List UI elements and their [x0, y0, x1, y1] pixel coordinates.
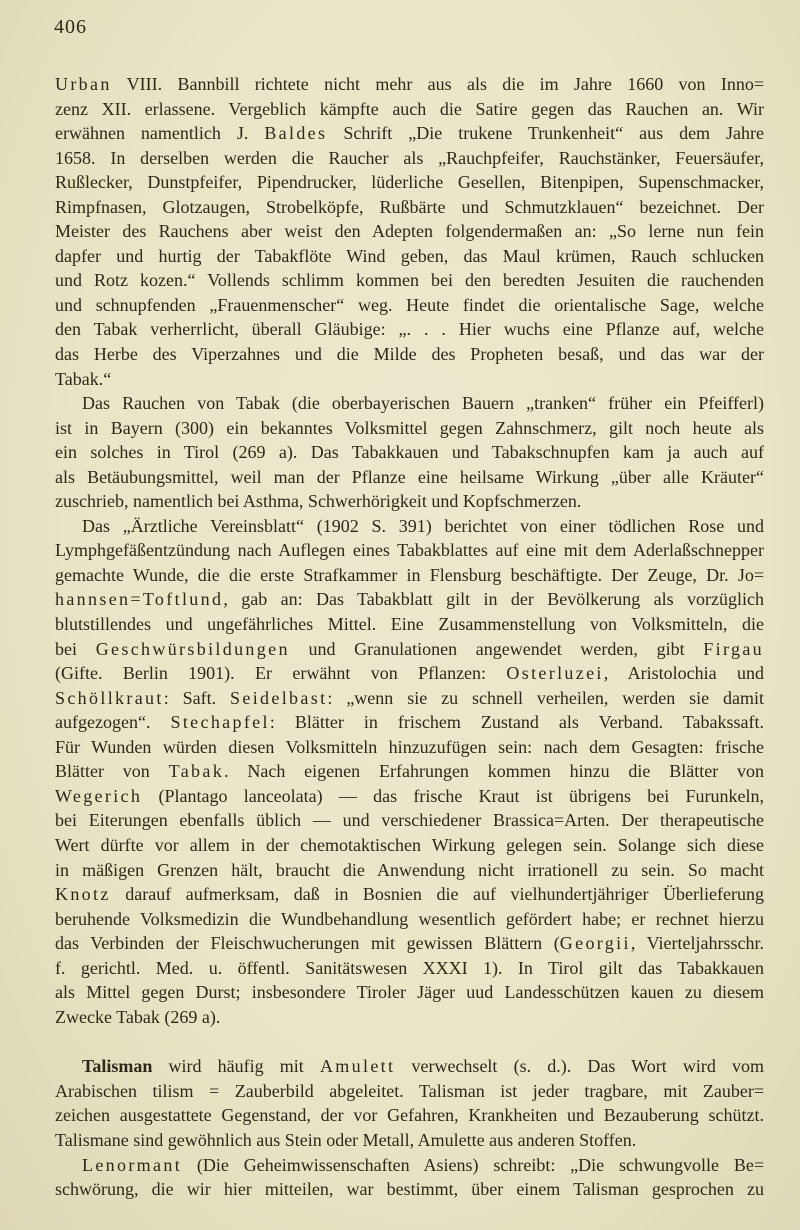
text-segment: beruhende Volksmedizin die Wundbehandlung wesentlich gefördert habe; er rechnet hierzu [55, 908, 764, 929]
text-line [55, 1005, 764, 1030]
text-line [55, 931, 764, 956]
page-number: 406 [54, 16, 87, 38]
text-line [55, 980, 764, 1005]
text-segment: Schrift „Die trukene Trunkenheit“ aus dem Jahre [327, 123, 764, 144]
text-line [55, 293, 764, 318]
text-segment: Wert dürfte vor allem in der chemotaktischen Wirkung gelegen sein. Solange sich diese [55, 834, 764, 855]
text-line [55, 1128, 764, 1153]
text-segment: Schöllkraut [55, 687, 164, 708]
text-line [55, 563, 764, 588]
text-segment: das Verbinden der Fleischwucherungen mit gewissen Blättern ( [55, 933, 560, 954]
text-line [55, 342, 764, 367]
text-line [55, 710, 764, 735]
text-line [55, 514, 764, 539]
paragraph [55, 391, 764, 514]
paragraph [55, 1153, 764, 1202]
text-segment: blutstillendes und ungefährliches Mittel. Eine Zusammenstellung von Volksmitteln, die [55, 614, 764, 635]
text-segment: Amulett [319, 1056, 396, 1077]
text-block [55, 72, 764, 1202]
text-segment: Rußlecker, Dunstpfeifer, Pipendrucker, lüderliche Gesellen, Bitenpipen, Supenschmacker, [55, 172, 764, 193]
text-segment: Firgau [703, 638, 764, 659]
text-segment: : Blätter in frischem Zustand als Verband. Tabakssaft. [269, 712, 764, 733]
paragraph [55, 72, 764, 391]
text-line [55, 661, 764, 686]
text-segment: zuschrieb, namentlich bei Asthma, Schwerhörigkeit und Kopfschmerzen. [55, 491, 582, 512]
text-segment: zeichen ausgestattete Gegenstand, der vor Gefahren, Krankheiten und Bezauberung schützt. [55, 1105, 764, 1126]
text-segment: Das „Ärztliche Vereinsblatt“ (1902 S. 391) berichtet von einer tödlichen Rose und [82, 515, 764, 536]
text-segment: Arabischen tilism = Zauberbild abgeleitet. Talisman ist jeder tragbare, mit Zauber= [55, 1080, 764, 1101]
text-line [55, 686, 764, 711]
text-line [55, 1153, 764, 1178]
text-segment: als Mittel gegen Durst; insbesondere Tiroler Jäger uud Landesschützen kauen zu diesem [55, 982, 764, 1003]
text-line [55, 1177, 764, 1202]
text-segment: zenz XII. erlassene. Vergeblich kämpfte auch die Satire gegen das Rauchen an. Wir [55, 98, 764, 119]
text-segment: Geschwürsbildungen [95, 638, 290, 659]
text-segment: das Herbe des Viperzahnes und die Milde des Propheten besaß, und das war der [55, 344, 764, 365]
text-segment: : Saft. [163, 687, 231, 708]
text-segment: darauf aufmerksam, daß in Bosnien die auf vielhundertjähriger Überlieferung [110, 884, 764, 905]
text-segment: den Tabak verherrlicht, überall Gläubige: „. . . Hier wuchs eine Pflanze auf, welche [55, 319, 764, 340]
text-segment: Tabak.“ [55, 368, 112, 389]
text-segment: Tabak [168, 761, 225, 782]
text-segment: aufgezogen“. [55, 712, 171, 733]
text-segment: bei [55, 638, 96, 659]
text-segment: VIII. Bannbill richtete nicht mehr aus als die im Jahre 1660 von Inno= [111, 74, 764, 94]
text-line [55, 784, 764, 809]
text-segment: wird häufig mit [152, 1056, 320, 1077]
text-line [55, 489, 764, 514]
text-line [55, 465, 764, 490]
text-segment: als Betäubungsmittel, weil man der Pflanze eine heilsame Wirkung „über alle Kräuter“ [55, 466, 764, 487]
text-line [55, 612, 764, 637]
text-line [55, 735, 764, 760]
text-line [55, 416, 764, 441]
text-segment: Urban [55, 74, 112, 94]
text-segment: in mäßigen Grenzen hält, braucht die Anwendung nicht irrationell zu sein. So macht [55, 859, 764, 880]
text-line [55, 268, 764, 293]
text-line [55, 367, 764, 392]
text-line [55, 219, 764, 244]
text-segment: Blätter von [55, 761, 169, 782]
text-segment: (Gifte. Berlin 1901). Er erwähnt von Pflanzen: [55, 663, 507, 684]
text-line [55, 195, 764, 220]
text-line [55, 1054, 764, 1079]
text-segment: verwechselt (s. d.). Das Wort wird vom [395, 1056, 764, 1077]
text-segment: ein solches in Tirol (269 a). Das Tabakkauen und Tabakschnupfen kam ja auch auf [55, 442, 764, 463]
text-segment: (Die Geheimwissenschaften Asiens) schreibt: „Die schwungvolle Be= [182, 1154, 764, 1175]
text-segment: Wegerich [55, 785, 143, 806]
text-segment: bei Eiterungen ebenfalls üblich — und verschiedener Brassica=Arten. Der therapeutische [55, 810, 764, 831]
text-line [55, 72, 764, 97]
text-line [55, 317, 764, 342]
text-line [55, 956, 764, 981]
text-line [55, 882, 764, 907]
text-segment: Lenormant [82, 1154, 183, 1175]
text-segment: dapfer und hurtig der Tabakflöte Wind geben, das Maul krümen, Rauch schlucken [55, 245, 764, 266]
text-line [55, 146, 764, 171]
text-line [55, 858, 764, 883]
paragraph [55, 514, 764, 1029]
text-line [55, 440, 764, 465]
text-segment: Seidelbast [230, 687, 328, 708]
text-line [55, 391, 764, 416]
text-segment: hannsen=Toftlund [55, 589, 224, 610]
text-line [55, 907, 764, 932]
text-segment: (Plantago lanceolata) — das frische Kraut ist übrigens bei Furunkeln, [142, 785, 764, 806]
text-segment: : „wenn sie zu schnell verheilen, werden sie damit [327, 687, 764, 708]
text-line [55, 244, 764, 269]
text-segment: Georgii [559, 933, 631, 954]
text-segment: Talismane sind gewöhnlich aus Stein oder Metall, Amulette aus anderen Stoffen. [55, 1129, 637, 1150]
text-line [55, 97, 764, 122]
text-segment: schwörung, die wir hier mitteilen, war bestimmt, über einem Talisman gesprochen zu [55, 1179, 764, 1200]
text-segment: Zwecke Tabak (269 a). [55, 1006, 221, 1027]
text-segment: und Granulationen angewendet werden, gibt [289, 638, 704, 659]
text-segment: ist in Bayern (300) ein bekanntes Volksmittel gegen Zahnschmerz, gilt noch heute als [55, 417, 764, 438]
text-segment: und schnupfenden „Frauenmenscher“ weg. Heute findet die orientalische Sage, welche [55, 294, 764, 315]
text-line [55, 587, 764, 612]
text-line [55, 538, 764, 563]
text-segment: . Nach eigenen Erfahrungen kommen hinzu die Blätter von [224, 761, 764, 782]
text-segment: , gab an: Das Tabakblatt gilt in der Bevölkerung als vorzüglich [223, 589, 764, 610]
text-line [55, 1079, 764, 1104]
text-segment: Meister des Rauchens aber weist den Adepten folgendermaßen an: „So lerne nun fein [55, 221, 764, 242]
text-segment: Osterluzei [506, 663, 604, 684]
text-segment: Stechapfel [170, 712, 270, 733]
paragraph [55, 1054, 764, 1152]
text-segment: 1658. In derselben werden die Raucher als „Rauchpfeifer, Rauchstänker, Feuersäufer, [55, 147, 764, 168]
text-line [55, 121, 764, 146]
text-line [55, 637, 764, 662]
text-segment: Knotz [55, 884, 111, 905]
text-segment: erwähnen namentlich J. [55, 123, 265, 144]
text-line [55, 759, 764, 784]
text-segment: Baldes [264, 123, 328, 144]
text-segment: Das Rauchen von Tabak (die oberbayerischen Bauern „tranken“ früher ein Pfeifferl) [82, 393, 764, 414]
text-line [55, 170, 764, 195]
text-segment: Rimpfnasen, Glotzaugen, Strobelköpfe, Rußbärte und Schmutzklauen“ bezeichnet. Der [55, 196, 764, 217]
text-segment: f. gerichtl. Med. u. öffentl. Sanitätswesen XXXI 1). In Tirol gilt das Tabakkauen [55, 957, 764, 978]
text-segment: Lymphgefäßentzündung nach Auflegen eines Tabakblattes auf eine mit dem Aderlaßschnepper [55, 540, 764, 561]
text-segment: Für Wunden würden diesen Volksmitteln hinzuzufügen sein: nach dem Gesagten: frische [55, 736, 764, 757]
text-segment: und Rotz kozen.“ Vollends schlimm kommen bei den beredten Jesuiten die rauchenden [55, 270, 764, 291]
text-segment: , Vierteljahrsschr. [630, 933, 764, 954]
text-segment: Talisman [82, 1056, 153, 1077]
text-segment: gemachte Wunde, die die erste Strafkammer in Flensburg beschäftigte. Der Zeuge, Dr. Jo= [55, 564, 764, 585]
text-line [55, 833, 764, 858]
text-segment: , Aristolochia und [603, 663, 764, 684]
text-line [55, 808, 764, 833]
text-line [55, 1103, 764, 1128]
